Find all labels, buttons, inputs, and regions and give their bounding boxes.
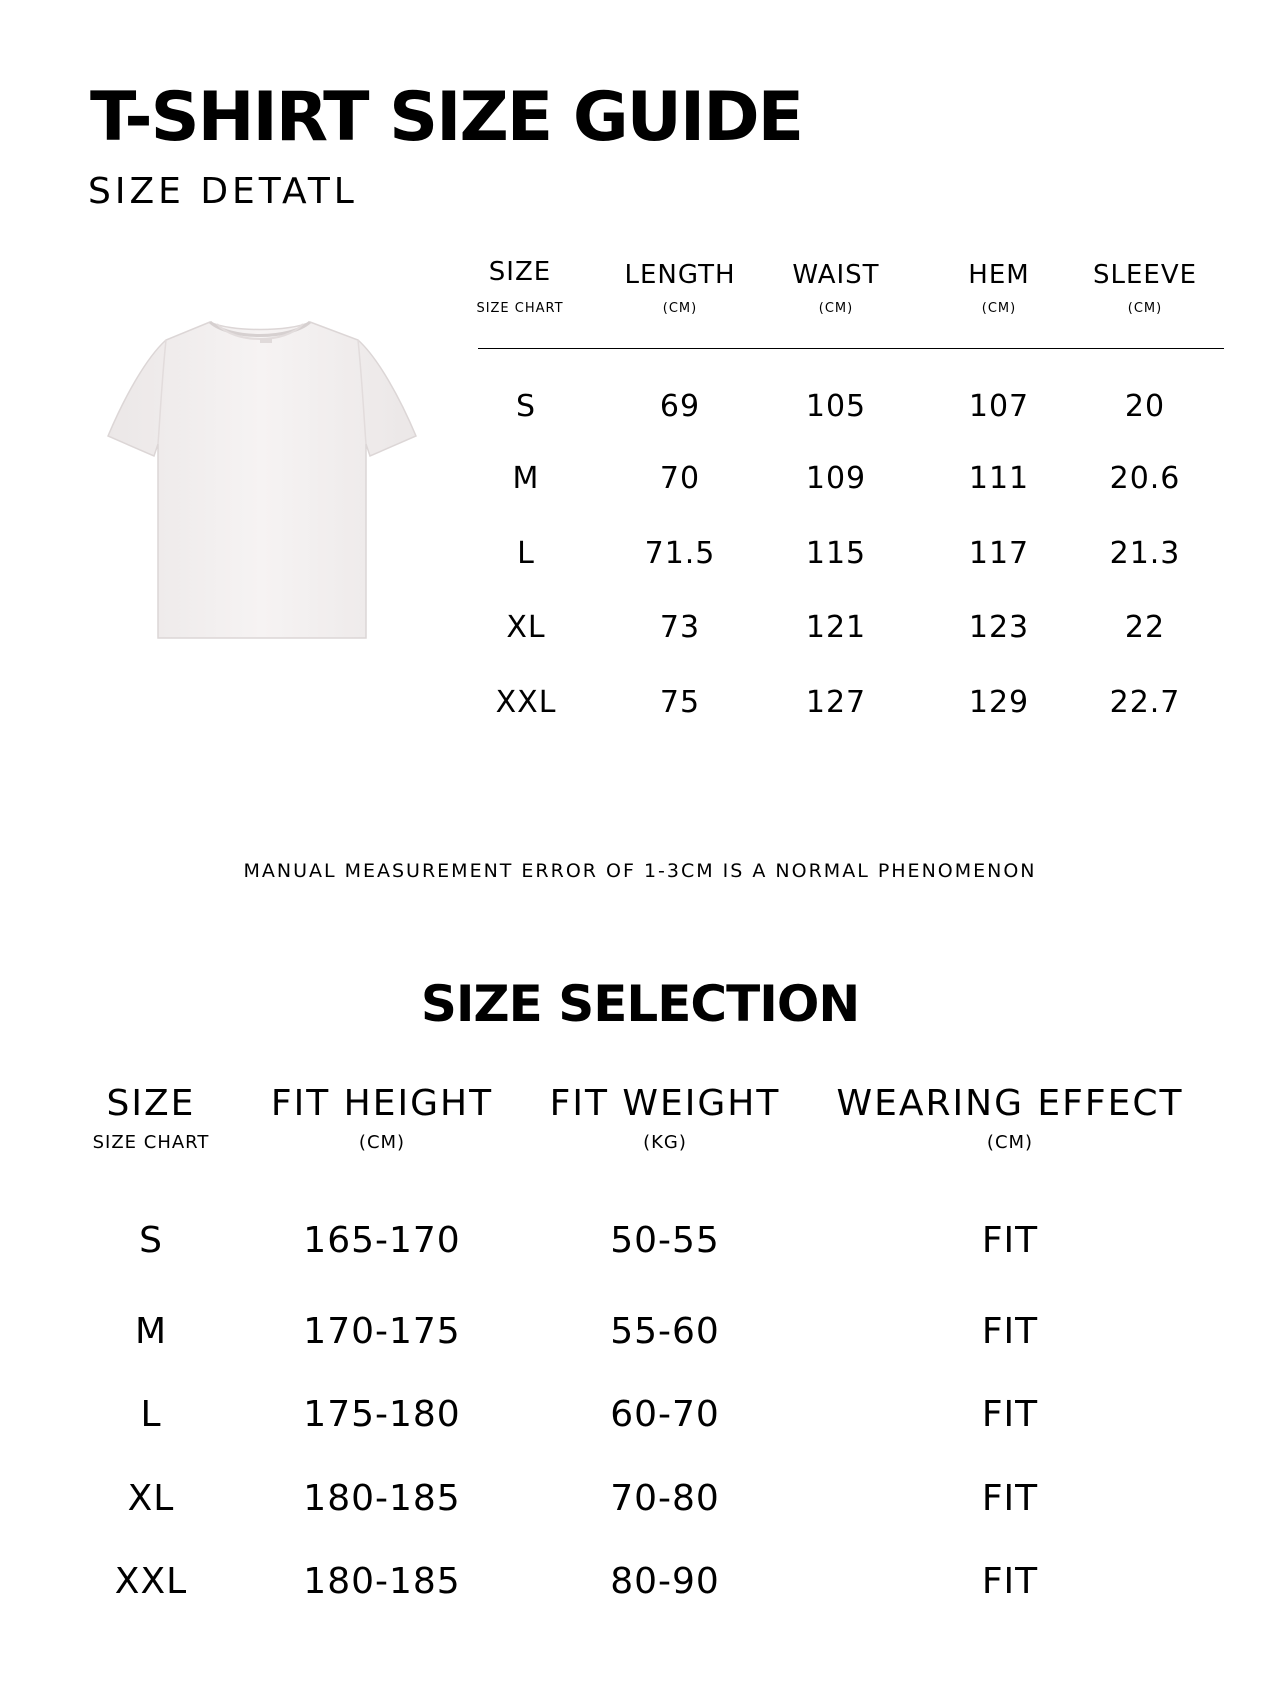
table-cell: 115 <box>805 536 867 571</box>
table-cell: 127 <box>805 685 867 720</box>
column-unit-length: (CM) <box>662 301 698 316</box>
table-cell: 129 <box>968 685 1030 720</box>
column-header-size: SIZE <box>106 1083 196 1124</box>
table-cell: FIT <box>981 1561 1039 1602</box>
table-cell: XL <box>127 1478 175 1519</box>
column-header-wearing-effect: WEARING EFFECT <box>836 1083 1184 1124</box>
table-cell: 71.5 <box>644 536 716 571</box>
column-unit-size: SIZE CHART <box>92 1132 210 1153</box>
table-cell: 70-80 <box>610 1478 720 1519</box>
table-cell: M <box>134 1311 168 1352</box>
table-cell: FIT <box>981 1478 1039 1519</box>
table-cell: M <box>512 461 540 496</box>
table-cell: L <box>140 1394 162 1435</box>
column-unit-waist: (CM) <box>818 301 854 316</box>
measurement-note: MANUAL MEASUREMENT ERROR OF 1-3CM IS A NORMAL PHENOMENON <box>243 860 1037 882</box>
table-cell: 117 <box>968 536 1030 571</box>
table-cell: XXL <box>114 1561 188 1602</box>
table-cell: 70 <box>659 461 701 496</box>
table-cell: 21.3 <box>1109 536 1181 571</box>
table-cell: 105 <box>805 389 867 424</box>
table-cell: 73 <box>659 610 701 645</box>
column-unit-fit-height: (CM) <box>358 1132 406 1153</box>
table-cell: 60-70 <box>610 1394 720 1435</box>
table-cell: 50-55 <box>610 1220 720 1261</box>
table-cell: 22 <box>1124 610 1166 645</box>
column-header-fit-height: FIT HEIGHT <box>270 1083 494 1124</box>
table-cell: 55-60 <box>610 1311 720 1352</box>
table-cell: L <box>517 536 535 571</box>
column-unit-fit-weight: (KG) <box>643 1132 687 1153</box>
table-cell: 180-185 <box>303 1561 461 1602</box>
column-header-hem: HEM <box>968 260 1030 290</box>
table-cell: FIT <box>981 1311 1039 1352</box>
white-tshirt-icon <box>100 318 420 643</box>
column-header-fit-weight: FIT WEIGHT <box>549 1083 781 1124</box>
table-cell: 107 <box>968 389 1030 424</box>
table-cell: 111 <box>968 461 1030 496</box>
table-cell: 109 <box>805 461 867 496</box>
table-cell: 180-185 <box>303 1478 461 1519</box>
section-title: SIZE SELECTION <box>420 975 860 1033</box>
column-header-waist: WAIST <box>792 260 880 290</box>
column-header-length: LENGTH <box>624 260 736 290</box>
table-cell: 75 <box>659 685 701 720</box>
table-cell: 22.7 <box>1109 685 1181 720</box>
page-subtitle: SIZE DETATL <box>88 171 358 212</box>
table-cell: XXL <box>495 685 557 720</box>
table-cell: 175-180 <box>303 1394 461 1435</box>
table-cell: XL <box>506 610 546 645</box>
table-cell: FIT <box>981 1220 1039 1261</box>
table-cell: 165-170 <box>303 1220 461 1261</box>
table-cell: 170-175 <box>303 1311 461 1352</box>
table-cell: 20.6 <box>1109 461 1181 496</box>
table-cell: 80-90 <box>610 1561 720 1602</box>
column-unit-sleeve: (CM) <box>1127 301 1163 316</box>
column-unit-hem: (CM) <box>981 301 1017 316</box>
table-cell: S <box>515 389 537 424</box>
table-divider <box>478 348 1224 349</box>
table-cell: 121 <box>805 610 867 645</box>
column-header-size: SIZE <box>488 257 552 287</box>
column-unit-wearing-effect: (CM) <box>986 1132 1034 1153</box>
column-header-sleeve: SLEEVE <box>1092 260 1198 290</box>
table-cell: S <box>139 1220 163 1261</box>
table-cell: FIT <box>981 1394 1039 1435</box>
page-title: T-SHIRT SIZE GUIDE <box>90 78 803 157</box>
table-cell: 20 <box>1124 389 1166 424</box>
column-unit-size: SIZE CHART <box>476 301 564 316</box>
table-cell: 123 <box>968 610 1030 645</box>
table-cell: 69 <box>659 389 701 424</box>
